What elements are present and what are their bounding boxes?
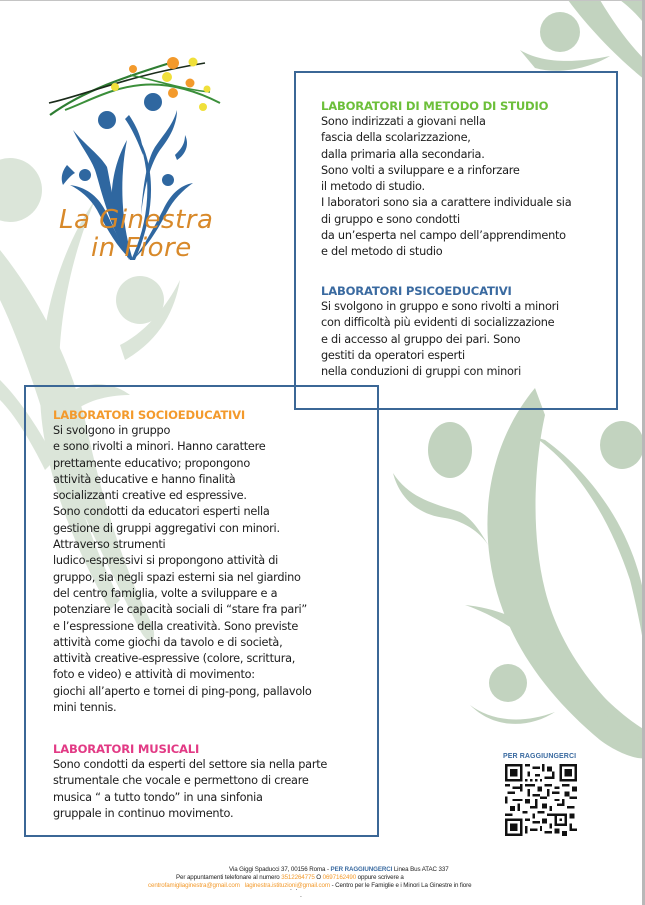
logo-text-line2: in Fiore (91, 233, 192, 263)
section-title: LABORATORI DI METODO DI STUDIO (321, 99, 549, 113)
section-title: LABORATORI PSICOEDUCATIVI (321, 284, 512, 298)
footer-email-line (148, 882, 471, 890)
text-line: Attraverso strumenti (53, 538, 166, 552)
text-line: attività educative e hanno finalità (53, 472, 236, 486)
footer-phone-1[interactable]: 3512264775 (281, 874, 315, 881)
footer-email-1[interactable]: centrofamigliaginestra@gmail.com (148, 882, 240, 889)
footer-phone-prefix: Per appuntamenti telefonare al numero (176, 874, 282, 881)
text-line: foto e video) e attività di movimento: (53, 668, 255, 682)
text-line: strumentale che vocale e permettono di creare (53, 774, 309, 788)
text-line: nella conduzioni di gruppi con minori (321, 365, 521, 379)
text-line: e del metodo di studio (321, 245, 443, 259)
section-body (321, 299, 559, 380)
footer-dot: · (300, 894, 302, 901)
footer-phone-suffix: oppure scrivere a (356, 874, 404, 881)
text-line: gestione di gruppi aggregativi con minori. (53, 521, 280, 535)
top-right-figure-decoration (520, 0, 645, 80)
logo-text-line1: La Ginestra (59, 205, 214, 235)
text-line: Si svolgono in gruppo (53, 424, 171, 437)
text-line: e di accesso al gruppo dei pari. Sono (321, 332, 521, 346)
section-body (53, 423, 312, 716)
section-psicoeducativi (321, 283, 559, 380)
footer-phone-sep: O (314, 874, 323, 881)
text-line: fascia della scolarizzazione, (321, 131, 471, 145)
text-line: del centro famiglia, volte a sviluppare e a (53, 586, 278, 600)
section-musicali (53, 741, 327, 822)
footer-bus: Linea Bus ATAC 337 (392, 866, 449, 873)
text-line: il metodo di studio. (321, 180, 425, 194)
text-line: I laboratori sono sia a carattere individuale sia (321, 196, 572, 210)
text-line: ludico-espressivi si propongono attività di (53, 554, 279, 568)
text-line: attività come giochi da tavolo e di società, (53, 635, 283, 649)
text-line: musica “ a tutto tondo” in una sinfonia (53, 790, 263, 804)
text-line: di gruppo e sono condotti (321, 212, 460, 226)
text-line: prettamente educativo; propongono (53, 456, 250, 470)
qr-label: PER RAGGIUNGERCI (503, 753, 577, 760)
qr-code-icon[interactable] (505, 764, 577, 836)
logo (45, 55, 225, 270)
page-top-border (0, 0, 645, 1)
right-figure-decoration (393, 388, 645, 758)
footer-phone-2[interactable]: 0697162490 (322, 874, 357, 881)
text-line: e l’espressione della creatività. Sono previste (53, 619, 299, 633)
text-line: attività creative-espressive (colore, scrittura, (53, 652, 296, 666)
section-socioeducativi (53, 407, 312, 716)
footer-dots: · · (290, 887, 298, 894)
text-line: Sono volti a sviluppare e a rinforzare (321, 163, 520, 177)
footer-address: Via Giggi Spaducci 37, 00156 Roma - (229, 866, 331, 873)
text-line: socializzanti creative ed espressive. (53, 489, 247, 503)
footer-phone-line (176, 874, 404, 882)
text-line: da un’esperta nel campo dell’apprendimento (321, 229, 566, 243)
text-line: Sono indirizzati a giovani nella (321, 115, 486, 128)
text-line: Si svolgono in gruppo e sono rivolti a minori (321, 300, 559, 313)
footer-org: - Centro per le Famiglie e i Minori La Ginestre in fiore (329, 882, 472, 889)
section-body (321, 114, 571, 261)
text-line: gestiti da operatori esperti (321, 348, 465, 362)
footer-address-line (229, 866, 449, 874)
section-title: LABORATORI MUSICALI (53, 742, 200, 756)
text-line: Sono condotti da esperti del settore sia nella parte (53, 758, 328, 771)
text-line: gruppale in continuo movimento. (53, 806, 234, 820)
text-line: Sono condotti da educatori esperti nella (53, 505, 270, 519)
section-title: LABORATORI SOCIOEDUCATIVI (53, 408, 246, 422)
footer-reach-label: PER RAGGIUNGERCI (330, 866, 393, 873)
text-line: dalla primaria alla secondaria. (321, 147, 485, 161)
text-line: giochi all’aperto e tornei di ping-pong, pallavolo (53, 684, 312, 698)
section-body (53, 757, 327, 822)
text-line: potenziare le capacità sociali di “stare fra pari” (53, 603, 307, 617)
text-line: mini tennis. (53, 701, 117, 715)
text-line: gruppo, sia negli spazi esterni sia nel giardino (53, 570, 301, 584)
text-line: con difficoltà più evidenti di socializzazione (321, 316, 555, 330)
footer-email-2[interactable]: laginestra.istituzioni@gmail.com (244, 882, 330, 889)
text-line: e sono rivolti a minori. Hanno carattere (53, 440, 266, 454)
section-metodo-di-studio (321, 98, 571, 261)
